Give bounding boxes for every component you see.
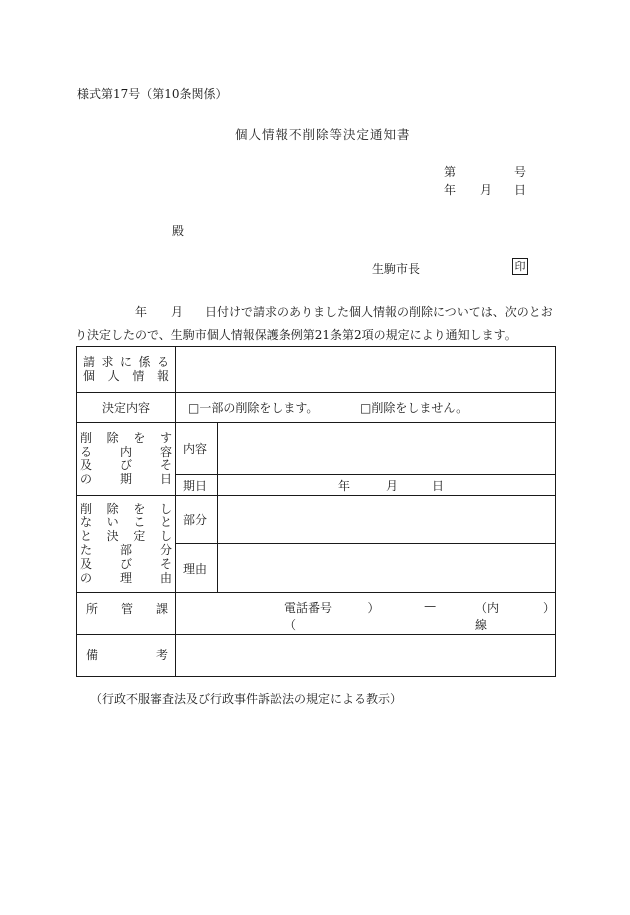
no-delete-label-char: 削	[80, 501, 93, 516]
form-number: 様式第17号（第10条関係）	[77, 87, 228, 101]
deletion-content-label-char: 削	[80, 431, 93, 445]
intro-text-line2: り決定したので、生駒市個人情報保護条例第21条第2項の規定により通知します。	[75, 328, 517, 342]
no-delete-label-char: 決	[106, 529, 119, 544]
department-label-char: 課	[155, 602, 168, 616]
remarks-field[interactable]	[176, 635, 556, 677]
deletion-content-label-char: 期	[119, 471, 132, 486]
phone-dash: —	[424, 599, 437, 613]
deletion-content-label-char: す	[159, 431, 172, 445]
no-delete-label-row	[80, 558, 172, 572]
requested-info-label-char: に	[119, 355, 132, 369]
intro-year: 年	[135, 305, 148, 319]
no-delete-label-char: を	[133, 501, 146, 516]
no-delete-label-char: と	[80, 529, 93, 544]
deletion-content-label-row	[80, 446, 172, 460]
requested-info-field[interactable]	[176, 347, 556, 393]
deletion-content-label-row	[80, 459, 172, 473]
no-delete-label-char: そ	[159, 556, 172, 571]
no-delete-label-char: し	[159, 529, 172, 544]
no-delete-label	[77, 496, 176, 593]
deletion-content-label-row	[80, 473, 172, 487]
deletion-content-label-char: 容	[159, 444, 172, 459]
remarks-label-char: 備	[86, 647, 99, 662]
requested-info-label	[77, 347, 176, 393]
issue-date-day: 日	[514, 183, 527, 197]
intro-month: 月	[171, 305, 184, 319]
phone-close: ）	[367, 601, 380, 615]
option-partial-delete[interactable]: □一部の削除をします。	[188, 401, 319, 415]
requested-info-label-char: 情	[132, 368, 145, 383]
deletion-date-day: 日	[432, 478, 445, 493]
phone-label: 電話番号（	[284, 601, 333, 632]
issuer-name: 生駒市長	[372, 262, 421, 276]
no-delete-label-char: 理	[119, 570, 132, 585]
no-delete-label-char: の	[80, 570, 93, 585]
no-delete-label-char: 及	[80, 556, 93, 571]
deletion-content-label-char: び	[119, 458, 132, 472]
deletion-content-label-char: 及	[80, 458, 93, 472]
decision-form-table	[76, 346, 556, 677]
no-delete-label-char: 除	[106, 501, 119, 516]
department-label-char: 所	[86, 602, 99, 616]
document-title: 個人情報不削除等決定通知書	[235, 127, 411, 142]
content-field[interactable]	[218, 423, 556, 475]
requested-info-label-char: 求	[101, 355, 114, 369]
part-field[interactable]	[218, 496, 556, 544]
no-delete-label-char: し	[159, 501, 172, 516]
requested-info-label-row	[80, 370, 172, 384]
decision-options	[176, 393, 556, 423]
deletion-date-field[interactable]	[218, 475, 556, 496]
reason-field[interactable]	[218, 544, 556, 593]
content-label: 内容	[176, 423, 218, 475]
deletion-content-label-char: 日	[159, 471, 172, 486]
deletion-content-label-char: る	[80, 444, 93, 459]
extension-open: （内線	[475, 601, 500, 632]
no-delete-label-char: た	[80, 543, 93, 557]
requested-info-label-char: 請	[83, 355, 96, 369]
deletion-date-year: 年	[338, 478, 351, 493]
addressee-suffix: 殿	[172, 224, 185, 238]
no-delete-label-char: と	[159, 515, 172, 530]
deletion-content-label-row	[80, 432, 172, 446]
department-label-char: 管	[120, 602, 133, 616]
issue-date-month: 月	[480, 183, 493, 197]
requested-info-label-char: 人	[107, 368, 120, 383]
no-delete-label-row	[80, 530, 172, 544]
requested-info-label-char: 報	[156, 368, 169, 383]
issue-date-year: 年	[444, 183, 457, 197]
no-delete-label-row	[80, 503, 172, 517]
no-delete-label-row	[80, 572, 172, 586]
reason-label: 理由	[176, 544, 218, 593]
no-delete-label-row	[80, 544, 172, 558]
appeal-notice: （行政不服審査法及び行政事件訴訟法の規定による教示）	[90, 692, 403, 706]
deletion-content-label	[77, 423, 176, 496]
seal-mark: 印	[512, 258, 528, 275]
no-delete-label-char: 由	[159, 570, 172, 585]
no-delete-label-char: な	[80, 515, 93, 530]
department-field[interactable]	[176, 593, 556, 635]
extension-close: ）	[542, 601, 555, 615]
requested-info-label-char: る	[156, 355, 169, 369]
remarks-label	[77, 635, 176, 677]
option-no-delete[interactable]: □削除をしません。	[360, 401, 469, 415]
requested-info-label-char: 係	[138, 355, 151, 369]
decision-label: 決定内容	[77, 393, 176, 423]
no-delete-label-char: 定	[133, 529, 146, 544]
remarks-label-char: 考	[155, 647, 168, 662]
deletion-content-label-char: 除	[106, 431, 119, 445]
intro-text-line1: 日付けで請求のありました個人情報の削除については、次のとお	[205, 305, 553, 319]
no-delete-label-char: 分	[159, 543, 172, 557]
no-delete-label-char: 部	[119, 543, 132, 557]
phone-line	[176, 599, 555, 634]
no-delete-label-row	[80, 516, 172, 530]
deletion-content-label-char: そ	[159, 458, 172, 472]
document-number-prefix: 第	[444, 165, 457, 179]
part-label: 部分	[176, 496, 218, 544]
no-delete-label-char: こ	[133, 515, 146, 530]
deletion-content-label-char: 内	[119, 444, 132, 459]
intro-paragraph	[75, 301, 560, 347]
requested-info-label-row	[80, 356, 172, 370]
deletion-date-month: 月	[386, 478, 399, 493]
department-label	[77, 593, 176, 635]
requested-info-label-char: 個	[83, 368, 96, 383]
deletion-content-label-char: の	[80, 471, 93, 486]
no-delete-label-char: い	[106, 515, 119, 530]
no-delete-label-char: び	[119, 556, 132, 571]
date-label: 期日	[176, 475, 218, 496]
deletion-content-label-char: を	[133, 431, 146, 445]
document-number-suffix: 号	[514, 165, 527, 179]
